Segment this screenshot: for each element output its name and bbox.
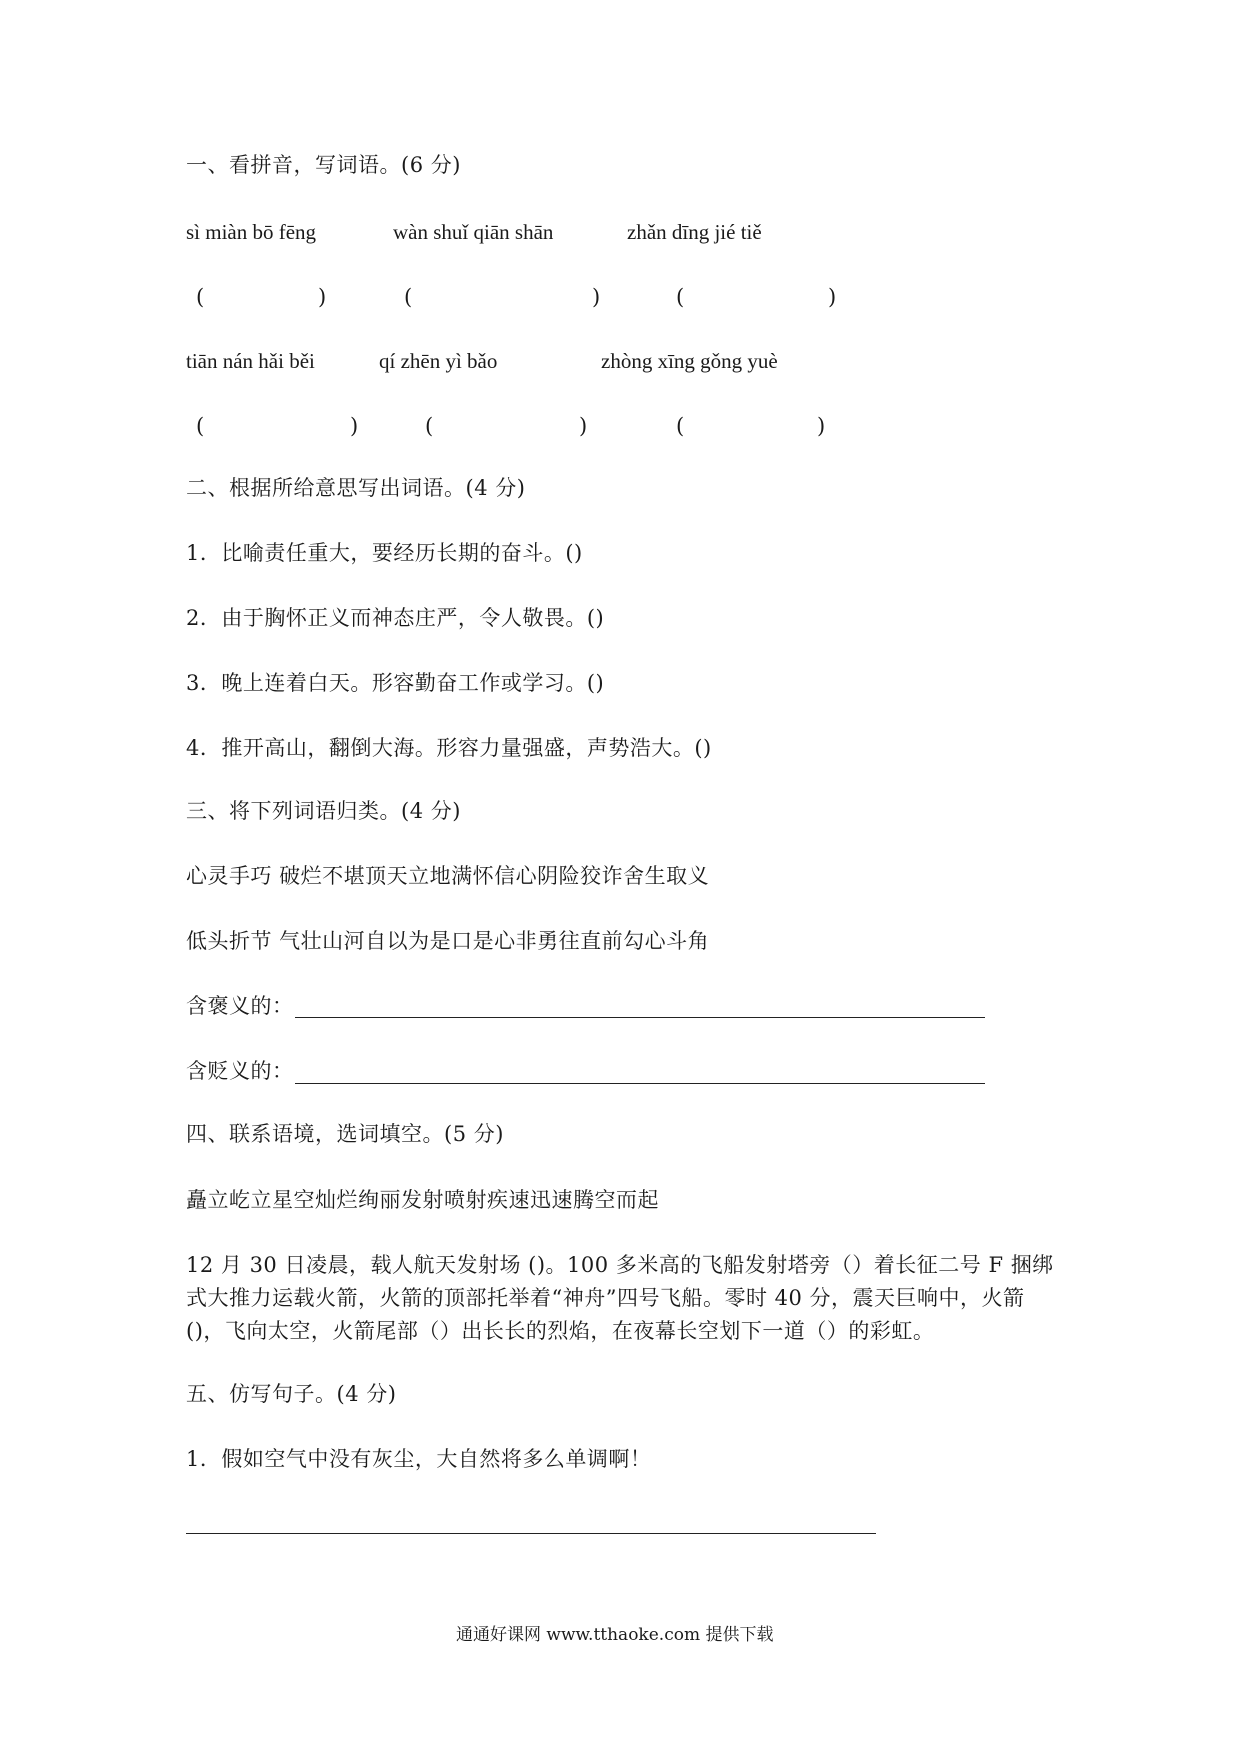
footer-text: 通通好课网 www.tthaoke.com 提供下载	[456, 1625, 774, 1645]
pinyin-3: zhǎn dīng jié tiě	[627, 220, 762, 244]
section5-answer-line	[186, 1533, 876, 1534]
section4-passage-line1: 12 月 30 日凌晨，载人航天发射场 ()。100 多米高的飞船发射塔旁（）着长征二号 F 捆绑	[186, 1253, 1054, 1277]
blank-4-close: )	[350, 414, 359, 438]
section4-passage-line3: ()，飞向太空，火箭尾部（）出长长的烈焰，在夜幕长空划下一道（）的彩虹。	[186, 1319, 935, 1343]
blank-1-close: )	[318, 285, 327, 309]
section2-item-1: 1．比喻责任重大，要经历长期的奋斗。()	[186, 541, 583, 565]
blank-3-open: (	[676, 285, 685, 309]
pinyin-4: tiān nán hǎi běi	[186, 349, 315, 373]
blank-3-close: )	[828, 285, 837, 309]
section2-item-4: 4．推开高山，翻倒大海。形容力量强盛，声势浩大。()	[186, 736, 712, 760]
section5-title: 五、仿写句子。(4 分)	[186, 1382, 397, 1406]
blank-2-close: )	[592, 285, 601, 309]
blank-1-open: (	[196, 285, 205, 309]
blank-2-open: (	[404, 285, 413, 309]
section4-words: 矗立屹立星空灿烂绚丽发射喷射疾速迅速腾空而起	[186, 1188, 659, 1212]
positive-answer-line	[295, 1017, 985, 1018]
negative-answer-line	[295, 1083, 985, 1084]
pinyin-6: zhòng xīng gǒng yuè	[601, 349, 778, 373]
section4-passage-line2: 式大推力运载火箭，火箭的顶部托举着“神舟”四号飞船。零时 40 分，震天巨响中，火箭	[186, 1286, 1025, 1310]
section1-title: 一、看拼音，写词语。(6 分)	[186, 153, 461, 177]
section4-title: 四、联系语境，选词填空。(5 分)	[186, 1122, 504, 1146]
section3-title: 三、将下列词语归类。(4 分)	[186, 799, 461, 823]
blank-5-close: )	[579, 414, 588, 438]
pinyin-5: qí zhēn yì bǎo	[379, 349, 498, 373]
blank-4-open: (	[196, 414, 205, 438]
section3-words-line2: 低头折节 气壮山河自以为是口是心非勇往直前勾心斗角	[186, 929, 710, 953]
section2-item-3: 3．晚上连着白天。形容勤奋工作或学习。()	[186, 671, 605, 695]
positive-label: 含褒义的：	[186, 994, 294, 1018]
blank-5-open: (	[425, 414, 434, 438]
section5-item-1: 1．假如空气中没有灰尘，大自然将多么单调啊！	[186, 1447, 652, 1471]
section2-title: 二、根据所给意思写出词语。(4 分)	[186, 476, 526, 500]
negative-label: 含贬义的：	[186, 1059, 294, 1083]
blank-6-close: )	[817, 414, 826, 438]
pinyin-1: sì miàn bō fēng	[186, 220, 317, 244]
section2-item-2: 2．由于胸怀正义而神态庄严，令人敬畏。()	[186, 606, 605, 630]
blank-6-open: (	[676, 414, 685, 438]
pinyin-2: wàn shuǐ qiān shān	[393, 220, 554, 244]
section3-words-line1: 心灵手巧 破烂不堪顶天立地满怀信心阴险狡诈舍生取义	[186, 864, 710, 888]
